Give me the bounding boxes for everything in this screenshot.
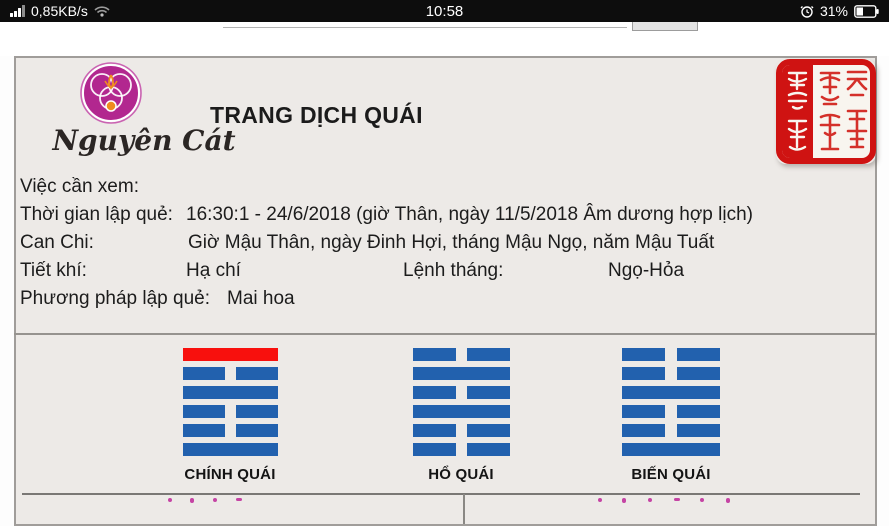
hexagram-label-ho-quai: HỔ QUÁI	[428, 466, 494, 483]
lotus-flower-logo-icon	[79, 61, 143, 125]
info-label: Tiết khí:	[20, 260, 87, 281]
address-input[interactable]	[223, 27, 627, 28]
clipped-text-fragment	[598, 498, 602, 502]
info-value-lenh-thang: Ngọ-Hỏa	[608, 260, 685, 281]
info-value: 16:30:1 - 24/6/2018 (giờ Thân, ngày 11/5/2018 Âm dương hợp lịch)	[186, 204, 753, 225]
hexagram-label-chinh-quai: CHÍNH QUÁI	[184, 466, 276, 483]
dich-quai-panel	[14, 56, 877, 526]
network-speed: 0,85KB/s	[31, 3, 88, 19]
hexagram-bien-quai	[622, 348, 720, 462]
go-button[interactable]	[632, 22, 698, 31]
battery-icon	[854, 5, 879, 18]
clock-time: 10:58	[425, 2, 464, 20]
info-value: Hạ chí	[186, 260, 241, 281]
hexagram-chinh-quai	[183, 348, 278, 462]
alarm-clock-icon	[800, 4, 814, 18]
info-value: Mai hoa	[227, 288, 295, 309]
result-table-column-divider	[463, 494, 465, 524]
status-bar	[0, 0, 889, 22]
clipped-text-fragment	[648, 498, 652, 502]
info-label: Can Chi:	[20, 232, 94, 253]
info-row-tiet-khi	[20, 260, 860, 284]
browser-toolbar-remnant	[0, 22, 889, 56]
clipped-text-fragment	[190, 498, 194, 503]
info-row-thoi-gian	[20, 204, 860, 228]
clipped-text-fragment	[622, 498, 626, 503]
info-label-lenh-thang: Lệnh tháng:	[403, 260, 504, 281]
clipped-text-fragment	[213, 498, 217, 502]
red-seal-stamp-icon	[776, 59, 876, 164]
info-row-phuong-phap	[20, 288, 860, 312]
info-label: Việc cần xem:	[20, 176, 139, 197]
clipped-text-fragment	[700, 498, 704, 502]
info-label: Phương pháp lập quẻ:	[20, 288, 210, 309]
result-table-top-border	[22, 493, 860, 495]
battery-percent: 31%	[819, 3, 848, 19]
clipped-text-fragment	[168, 498, 172, 502]
clipped-text-fragment	[726, 498, 730, 503]
hexagram-label-bien-quai: BIẾN QUÁI	[631, 466, 711, 483]
info-label: Thời gian lập quẻ:	[20, 204, 173, 225]
hexagram-ho-quai	[413, 348, 510, 462]
horizontal-divider	[14, 333, 877, 335]
brand-name: Nguyên Cát	[52, 124, 236, 157]
info-row-viec-can-xem	[20, 176, 860, 200]
info-value: Giờ Mậu Thân, ngày Đinh Hợi, tháng Mậu Ngọ, năm Mậu Tuất	[188, 232, 715, 253]
info-row-can-chi	[20, 232, 860, 256]
page-title: TRANG DỊCH QUÁI	[210, 102, 423, 128]
